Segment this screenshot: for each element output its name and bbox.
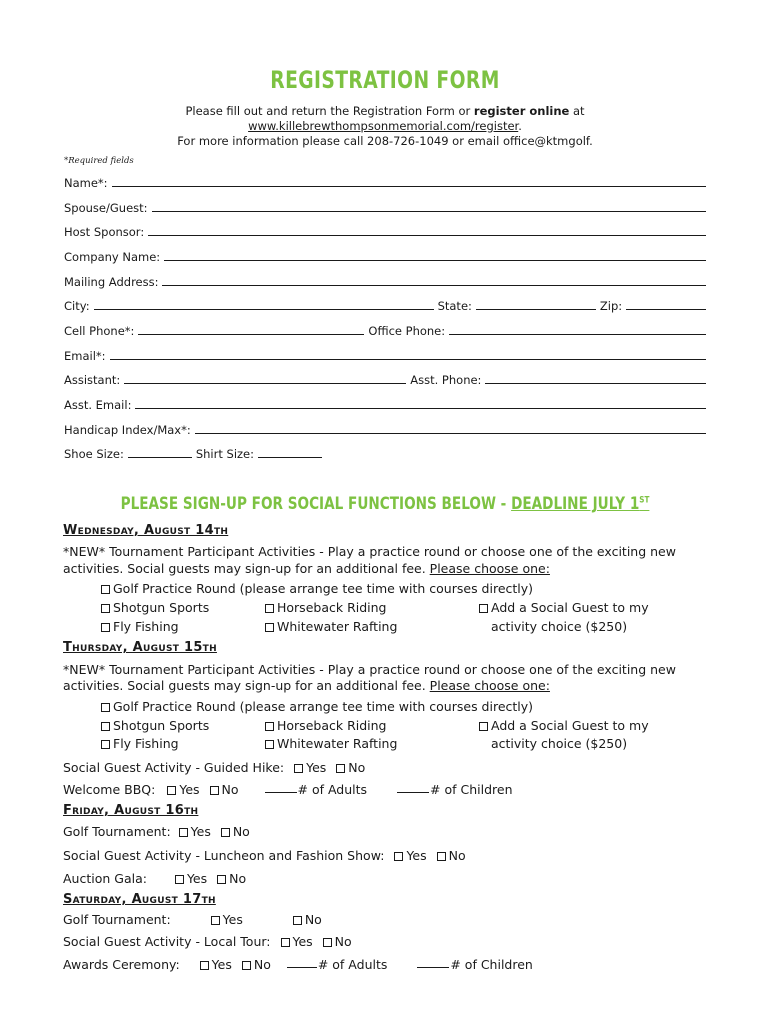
yes-label: Yes: [186, 871, 208, 886]
thursday-heading: Thursday, August 15th: [63, 640, 217, 655]
checkbox[interactable]: [323, 938, 332, 947]
spouse-field[interactable]: [64, 197, 710, 215]
no-label: No: [253, 957, 271, 972]
email-field[interactable]: [64, 345, 710, 363]
company-label: Company Name:: [64, 250, 161, 264]
company-field[interactable]: [64, 246, 710, 264]
checkbox[interactable]: [394, 852, 403, 861]
state-label: State:: [437, 299, 472, 313]
wed-fly-option[interactable]: [101, 619, 179, 634]
wed-horse-option[interactable]: [265, 600, 387, 615]
state-input-line[interactable]: [476, 309, 596, 310]
yes-label: Yes: [292, 934, 313, 949]
checkbox[interactable]: [221, 828, 230, 837]
thu-horse-option[interactable]: [265, 718, 387, 733]
checkbox[interactable]: [242, 961, 251, 970]
checkbox[interactable]: [200, 961, 209, 970]
awards-label: Awards Ceremony:: [63, 957, 180, 972]
wed-shotgun-option[interactable]: [101, 600, 209, 615]
adults-label: # of Adults: [317, 957, 388, 972]
thu-rafting-label: Whitewater Rafting: [277, 736, 398, 751]
checkbox[interactable]: [101, 722, 110, 731]
children-blank[interactable]: [397, 792, 429, 793]
city-label: City:: [64, 299, 90, 313]
thu-horse-label: Horseback Riding: [277, 718, 387, 733]
friday-heading: Friday, August 16th: [63, 803, 199, 818]
wed-desc-text: activities. Social guests may sign-up for an additional fee.: [63, 561, 430, 576]
checkbox[interactable]: [281, 938, 290, 947]
handicap-field[interactable]: [64, 419, 710, 437]
asst-phone-input-line[interactable]: [485, 383, 706, 384]
tour-yes-option[interactable]: [281, 934, 313, 949]
mailing-address-field[interactable]: [64, 271, 710, 289]
checkbox[interactable]: [101, 623, 110, 632]
wed-horse-label: Horseback Riding: [277, 600, 387, 615]
luncheon-yes-option[interactable]: [394, 848, 426, 863]
social-heading-text: PLEASE SIGN-UP FOR SOCIAL FUNCTIONS BELOW -: [120, 494, 512, 514]
adults-label: # of Adults: [297, 782, 368, 797]
checkbox[interactable]: [265, 604, 274, 613]
fri-golf-yes-option[interactable]: [179, 824, 211, 839]
yes-label: Yes: [211, 957, 232, 972]
checkbox[interactable]: [101, 585, 110, 594]
zip-label: Zip:: [599, 299, 623, 313]
intro-period: .: [518, 119, 522, 133]
checkbox[interactable]: [101, 740, 110, 749]
awards-adults-field[interactable]: [287, 957, 388, 972]
thu-fly-option[interactable]: [101, 736, 179, 751]
adults-blank[interactable]: [265, 792, 297, 793]
checkbox[interactable]: [265, 740, 274, 749]
checkbox[interactable]: [175, 875, 184, 884]
intro-line-2: [0, 119, 770, 133]
bbq-yes-option[interactable]: [167, 782, 199, 797]
assistant-input-line[interactable]: [124, 383, 406, 384]
checkbox[interactable]: [101, 703, 110, 712]
intro-text-at: at: [569, 104, 585, 118]
sat-golf-yes-option[interactable]: [211, 912, 243, 927]
luncheon-label: Social Guest Activity - Luncheon and Fashion Show:: [63, 848, 385, 863]
luncheon-row: [63, 848, 466, 863]
no-label: No: [334, 934, 352, 949]
wed-golf-label: Golf Practice Round (please arrange tee time with courses directly): [113, 581, 534, 596]
wed-rafting-option[interactable]: [265, 619, 397, 634]
hike-row: [63, 760, 365, 775]
bbq-no-option[interactable]: [210, 782, 239, 797]
host-sponsor-label: Host Sponsor:: [64, 225, 145, 239]
intro-text: Please fill out and return the Registration Form or: [185, 104, 474, 118]
sat-golf-no-option[interactable]: [293, 912, 322, 927]
bbq-row: [63, 782, 513, 797]
tour-no-option[interactable]: [323, 934, 352, 949]
thu-shotgun-option[interactable]: [101, 718, 209, 733]
checkbox[interactable]: [211, 916, 220, 925]
checkbox[interactable]: [336, 764, 345, 773]
no-label: No: [221, 782, 239, 797]
form-title: REGISTRATION FORM: [270, 66, 500, 94]
wednesday-heading: Wednesday, August 14th: [63, 523, 229, 538]
checkbox[interactable]: [210, 786, 219, 795]
register-link[interactable]: www.killebrewthompsonmemorial.com/register: [248, 119, 519, 133]
company-input-line[interactable]: [164, 260, 706, 261]
thu-fly-label: Fly Fishing: [113, 736, 179, 751]
asst-phone-label: Asst. Phone:: [410, 373, 482, 387]
mailing-address-input-line[interactable]: [162, 285, 706, 286]
wed-choose-one: Please choose one:: [429, 561, 550, 576]
adults-blank[interactable]: [287, 967, 317, 968]
wed-guest-option[interactable]: [479, 600, 649, 615]
email-label: Email*:: [64, 349, 106, 363]
luncheon-no-option[interactable]: [437, 848, 466, 863]
awards-no-option[interactable]: [242, 957, 271, 972]
bbq-label: Welcome BBQ:: [63, 782, 156, 797]
checkbox[interactable]: [437, 852, 446, 861]
shoe-size-label: Shoe Size:: [64, 447, 124, 461]
thu-guest-label: Add a Social Guest to my: [491, 718, 649, 733]
fri-golf-label: Golf Tournament:: [63, 824, 171, 839]
checkbox[interactable]: [265, 722, 274, 731]
thu-golf-label: Golf Practice Round (please arrange tee time with courses directly): [113, 699, 534, 714]
required-note: *Required fields: [64, 156, 134, 166]
wed-shotgun-label: Shotgun Sports: [113, 600, 210, 615]
thu-guest-option[interactable]: [479, 718, 649, 733]
thu-description-1: *NEW* Tournament Participant Activities - Play a practice round or choose one of the exciting new: [63, 662, 676, 677]
children-blank[interactable]: [417, 967, 449, 968]
no-label: No: [448, 848, 466, 863]
mailing-address-label: Mailing Address:: [64, 275, 159, 289]
checkbox[interactable]: [101, 604, 110, 613]
wed-golf-option[interactable]: [101, 581, 533, 596]
asst-email-label: Asst. Email:: [64, 398, 132, 412]
children-label: # of Children: [450, 957, 533, 972]
thu-choose-one: Please choose one:: [429, 678, 550, 693]
office-phone-label: Office Phone:: [368, 324, 446, 338]
office-phone-input-line[interactable]: [449, 334, 706, 335]
spouse-input-line[interactable]: [152, 211, 706, 212]
email-input-line[interactable]: [110, 359, 706, 360]
asst-email-input-line[interactable]: [135, 408, 706, 409]
checkbox[interactable]: [479, 722, 488, 731]
assistant-label: Assistant:: [64, 373, 121, 387]
name-label: Name*:: [64, 176, 108, 190]
social-functions-heading: [77, 494, 693, 514]
checkbox[interactable]: [294, 764, 303, 773]
name-input-line[interactable]: [112, 186, 706, 187]
no-label: No: [232, 824, 250, 839]
wed-guest-option-2: activity choice ($250): [491, 619, 628, 634]
hike-no-option[interactable]: [336, 760, 365, 775]
cell-phone-label: Cell Phone*:: [64, 324, 135, 338]
gala-label: Auction Gala:: [63, 871, 147, 886]
shirt-size-label: Shirt Size:: [195, 447, 255, 461]
assistant-row: [64, 369, 710, 387]
asst-email-field[interactable]: [64, 394, 710, 412]
sat-golf-row: [63, 912, 322, 927]
yes-label: Yes: [306, 760, 327, 775]
no-label: No: [304, 912, 322, 927]
phone-row: [64, 320, 710, 338]
handicap-input-line[interactable]: [195, 433, 706, 434]
fri-golf-row: [63, 824, 250, 839]
shirt-size-input-line[interactable]: [258, 457, 322, 458]
register-online-text: register online: [473, 104, 570, 118]
yes-label: Yes: [190, 824, 211, 839]
intro-line-3: For more information please call 208-726-1049 or email office@ktmgolf.: [177, 134, 593, 148]
shoe-size-input-line[interactable]: [128, 457, 192, 458]
city-input-line[interactable]: [94, 309, 434, 310]
size-row: [64, 443, 364, 461]
wed-fly-label: Fly Fishing: [113, 619, 179, 634]
thu-desc-text: activities. Social guests may sign-up for an additional fee.: [63, 678, 430, 693]
host-sponsor-field[interactable]: [64, 221, 710, 239]
zip-input-line[interactable]: [626, 309, 706, 310]
sat-golf-label: Golf Tournament:: [63, 912, 171, 927]
hike-yes-option[interactable]: [294, 760, 326, 775]
checkbox[interactable]: [179, 828, 188, 837]
tour-row: [63, 934, 352, 949]
wed-rafting-label: Whitewater Rafting: [277, 619, 398, 634]
checkbox[interactable]: [479, 604, 488, 613]
thu-guest-option-2: activity choice ($250): [491, 736, 628, 751]
bbq-children-field[interactable]: [397, 782, 512, 797]
saturday-heading: Saturday, August 17th: [63, 892, 216, 907]
yes-label: Yes: [222, 912, 243, 927]
tour-label: Social Guest Activity - Local Tour:: [63, 934, 271, 949]
children-label: # of Children: [430, 782, 513, 797]
deadline-text: DEADLINE JULY 1: [511, 494, 640, 514]
cell-phone-input-line[interactable]: [138, 334, 364, 335]
checkbox[interactable]: [293, 916, 302, 925]
gala-yes-option[interactable]: [175, 871, 207, 886]
handicap-label: Handicap Index/Max*:: [64, 423, 191, 437]
gala-row: [63, 871, 246, 886]
thu-shotgun-label: Shotgun Sports: [113, 718, 210, 733]
host-sponsor-input-line[interactable]: [148, 235, 706, 236]
checkbox[interactable]: [167, 786, 176, 795]
thu-description-2: [63, 678, 550, 693]
bbq-adults-field[interactable]: [265, 782, 368, 797]
hike-label: Social Guest Activity - Guided Hike:: [63, 760, 285, 775]
thu-golf-option[interactable]: [101, 699, 533, 714]
checkbox[interactable]: [217, 875, 226, 884]
gala-no-option[interactable]: [217, 871, 246, 886]
awards-yes-option[interactable]: [200, 957, 232, 972]
awards-row: [63, 957, 533, 972]
intro-line-1: [0, 104, 770, 118]
deadline-suffix: ST: [639, 495, 650, 506]
yes-label: Yes: [406, 848, 427, 863]
wed-guest-label: Add a Social Guest to my: [491, 600, 649, 615]
checkbox[interactable]: [265, 623, 274, 632]
wed-description-2: [63, 561, 550, 576]
no-label: No: [348, 760, 366, 775]
awards-children-field[interactable]: [417, 957, 532, 972]
no-label: No: [229, 871, 247, 886]
thu-rafting-option[interactable]: [265, 736, 397, 751]
spouse-label: Spouse/Guest:: [64, 201, 148, 215]
yes-label: Yes: [179, 782, 200, 797]
wed-description-1: *NEW* Tournament Participant Activities - Play a practice round or choose one of the exciting new: [63, 544, 676, 559]
city-state-zip-row: [64, 295, 710, 313]
fri-golf-no-option[interactable]: [221, 824, 250, 839]
name-field[interactable]: [64, 172, 710, 190]
